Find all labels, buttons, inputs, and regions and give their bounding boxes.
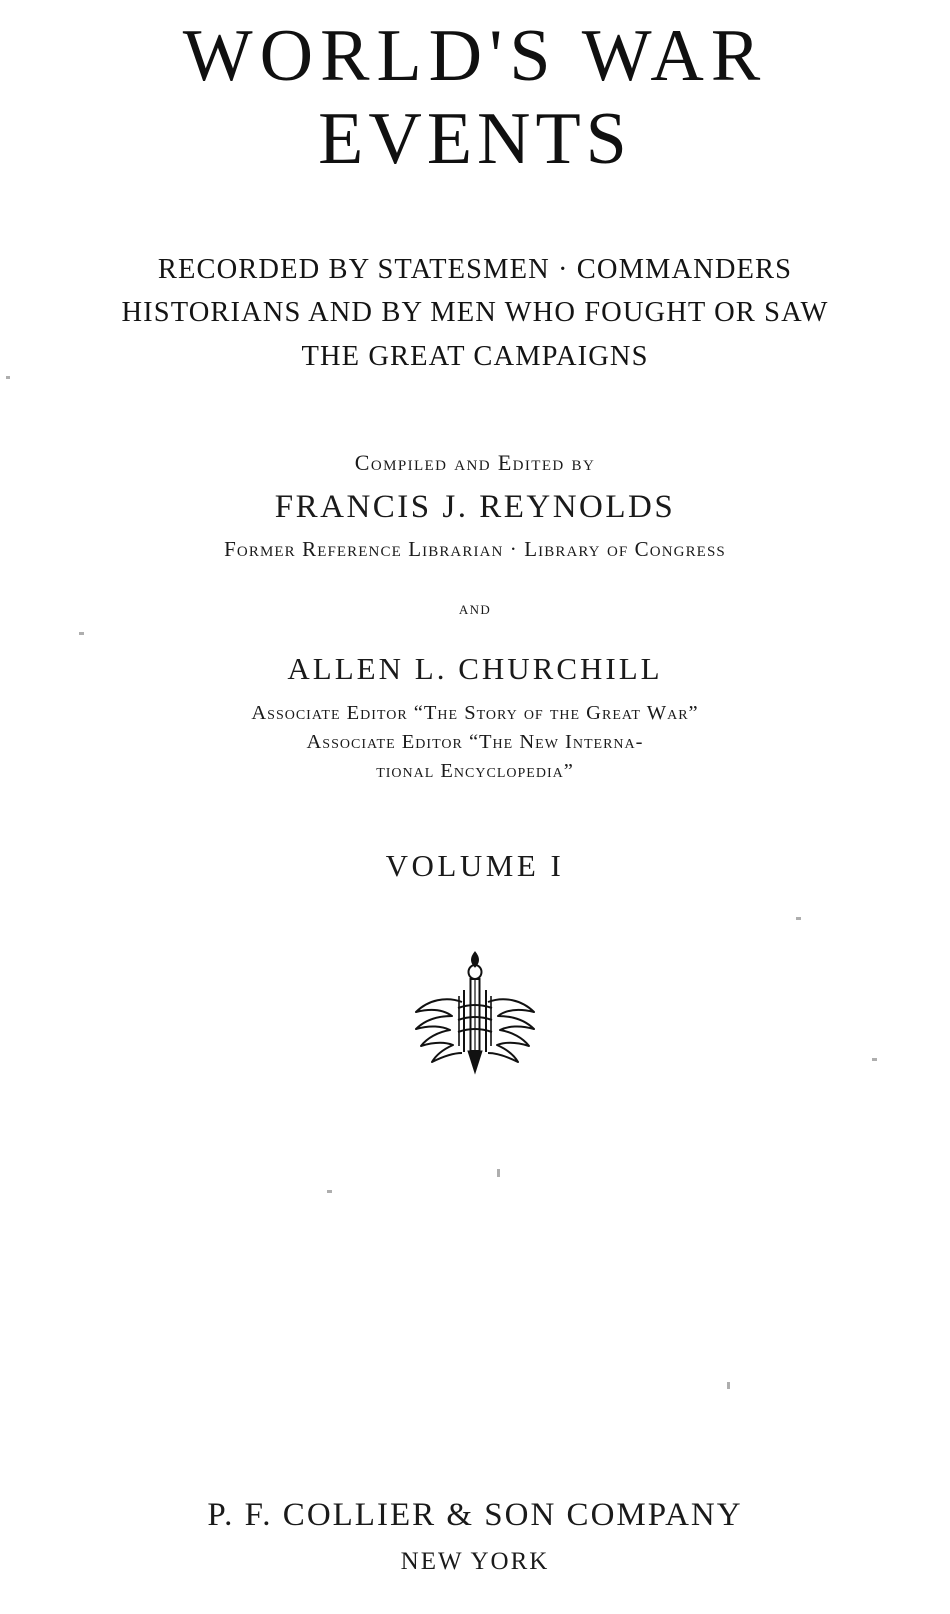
compiled-label: Compiled and Edited by	[354, 449, 596, 475]
editor-one-credit: Former Reference Librarian · Library of Congress	[224, 536, 726, 561]
scan-speck	[497, 1169, 500, 1177]
subtitle-line-3: THE GREAT CAMPAIGNS	[301, 340, 649, 372]
editor-two-credit-line-3: tional Encyclopedia”	[376, 760, 574, 783]
editor-two-name: ALLEN L. CHURCHILL	[287, 650, 663, 686]
main-title	[0, 15, 950, 180]
scan-speck	[796, 917, 801, 920]
title-line-2: EVENTS	[318, 97, 632, 180]
conjunction-and: and	[458, 597, 492, 618]
scan-speck	[327, 1190, 332, 1193]
editor-two-credit-line-1: Associate Editor “The Story of the Great War”	[251, 701, 699, 724]
scan-speck	[727, 1382, 730, 1389]
subtitle-line-1: RECORDED BY STATESMEN · COMMANDERS	[157, 253, 793, 285]
scan-speck	[79, 632, 84, 635]
volume-label: VOLUME I	[385, 848, 565, 884]
editor-two-credit-line-2: Associate Editor “The New Interna-	[306, 730, 644, 753]
publisher-city: NEW YORK	[400, 1548, 550, 1575]
editor-two-credit	[0, 699, 950, 786]
publisher-name: P. F. COLLIER & SON COMPANY	[207, 1497, 743, 1533]
editor-one-name: FRANCIS J. REYNOLDS	[274, 488, 676, 525]
title-line-1: WORLD'S WAR	[182, 15, 768, 97]
winged-torch-emblem	[0, 946, 950, 1096]
subtitle	[0, 248, 950, 378]
editor-credits	[0, 450, 950, 786]
subtitle-line-2: HISTORIANS AND BY MEN WHO FOUGHT OR SAW	[121, 297, 829, 329]
scan-speck	[6, 376, 10, 379]
scan-speck	[872, 1058, 877, 1061]
publisher-block	[0, 1497, 950, 1576]
